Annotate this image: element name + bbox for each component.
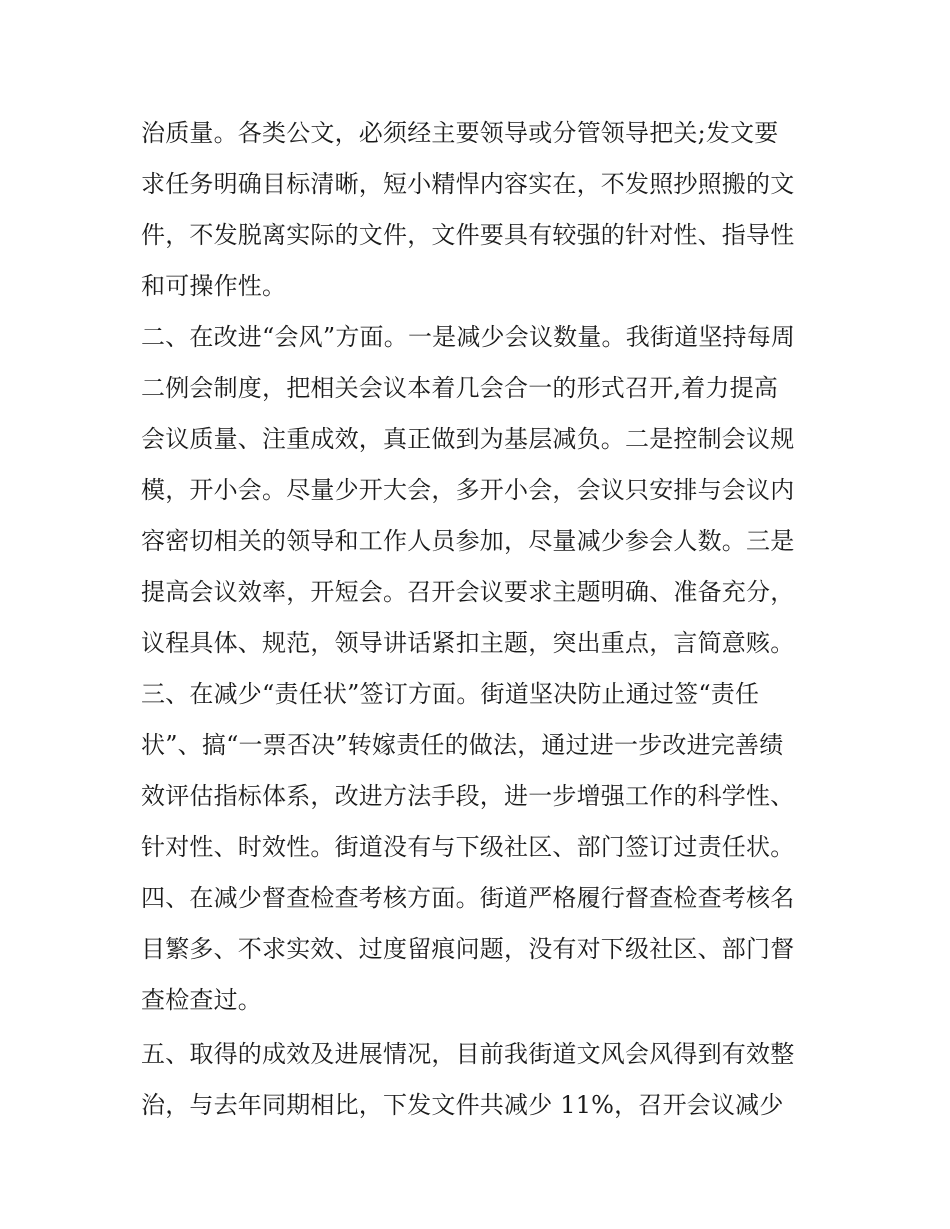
- text-line: 状”、搞“一票否决”转嫁责任的做法，通过进一步改进完善绩: [141, 731, 784, 759]
- text-line: 五、取得的成效及进展情况，目前我街道文风会风得到有效整: [141, 1040, 795, 1068]
- text-line: 治质量。各类公文，必须经主要领导或分管领导把关;发文要: [141, 119, 779, 147]
- text-line: 会议质量、注重成效，真正做到为基层减负。二是控制会议规: [141, 425, 795, 453]
- text-line: 查检查过。: [141, 986, 262, 1014]
- text-line: 容密切相关的领导和工作人员参加，尽量减少参会人数。三是: [141, 527, 795, 555]
- text-line: 二、在改进“会风”方面。一是减少会议数量。我街道坚持每周: [141, 323, 796, 351]
- text-line: 二例会制度，把相关会议本着几会合一的形式召开,着力提高: [141, 374, 779, 402]
- text-line: 提高会议效率，开短会。召开会议要求主题明确、准备充分，: [141, 578, 795, 606]
- text-line: 件，不发脱离实际的文件，文件要具有较强的针对性、指导性: [141, 221, 795, 249]
- document-body: [141, 108, 841, 1131]
- text-line: 议程具体、规范，领导讲话紧扣主题，突出重点，言简意赅。: [141, 629, 795, 657]
- text-line: 针对性、时效性。街道没有与下级社区、部门签订过责任状。: [141, 833, 795, 861]
- text-line: 和可操作性。: [141, 272, 287, 300]
- text-line: 三、在减少“责任状”签订方面。街道坚决防止通过签“责任: [141, 680, 760, 708]
- text-line: 四、在减少督查检查考核方面。街道严格履行督查检查考核名: [141, 884, 795, 912]
- text-line: 目繁多、不求实效、过度留痕问题，没有对下级社区、部门督: [141, 935, 795, 963]
- text-line: 治，与去年同期相比，下发文件共减少 11%，召开会议减少: [141, 1091, 784, 1119]
- text-line: 效评估指标体系，改进方法手段，进一步增强工作的科学性、: [141, 782, 795, 810]
- text-line: 模，开小会。尽量少开大会，多开小会，会议只安排与会议内: [141, 476, 795, 504]
- text-line: 求任务明确目标清晰，短小精悍内容实在，不发照抄照搬的文: [141, 170, 795, 198]
